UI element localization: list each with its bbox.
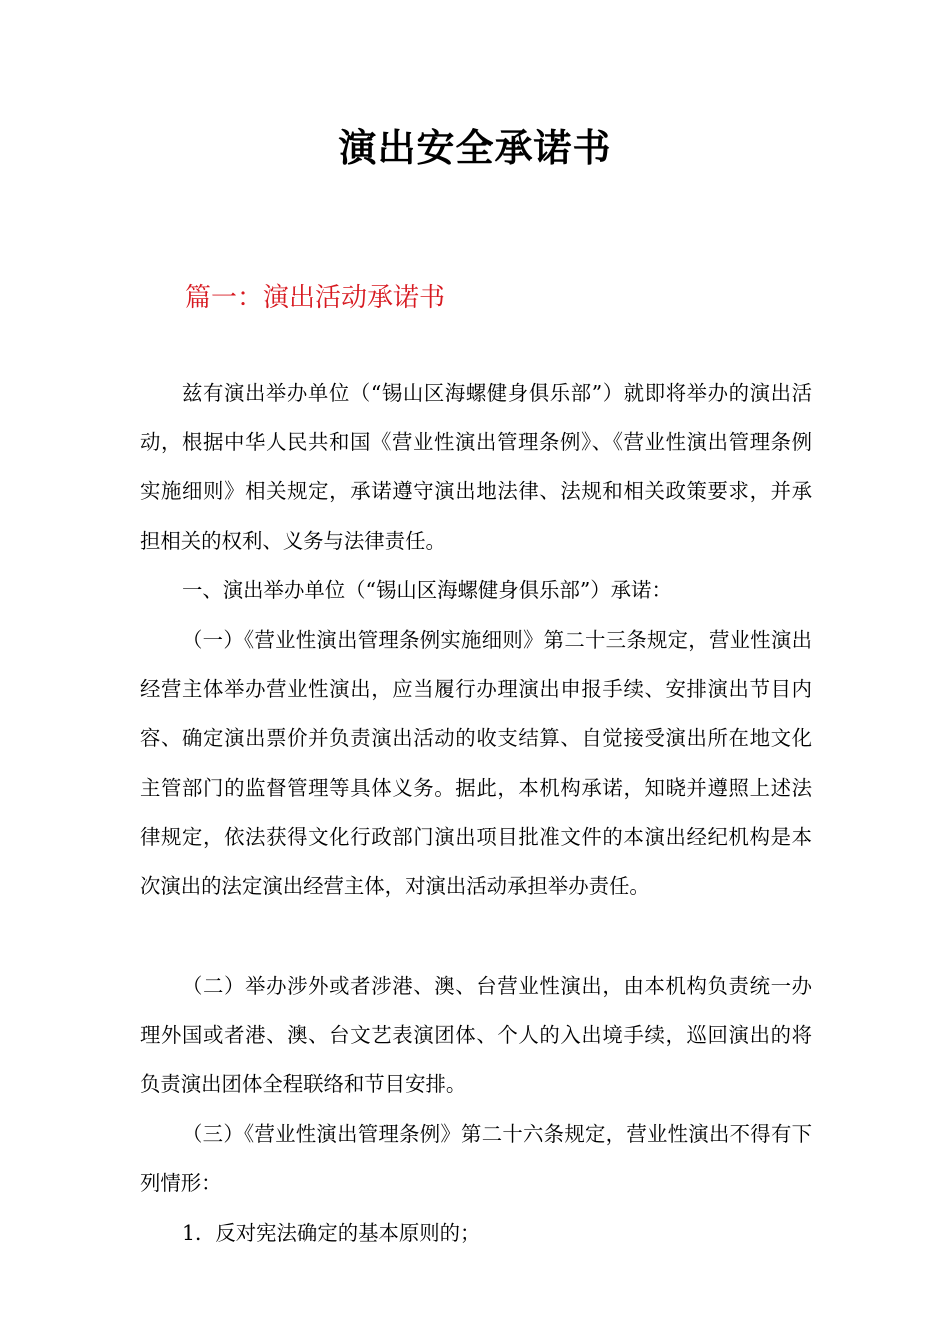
paragraph-commitment-heading: 一、演出举办单位（“锡山区海螺健身俱乐部”）承诺：: [182, 578, 672, 602]
paragraph-intro: 兹有演出举办单位（“锡山区海螺健身俱乐部”）就即将举办的演出活动，根据中华人民共和国《营业性演出管理条例》、《营业性演出管理条例实施细则》相关规定，承诺遵守演出地法律、法规和相关政策要求，并承担相关的权利、义务与法律责任。: [140, 381, 812, 553]
document-title: 演出安全承诺书: [338, 126, 612, 170]
paragraph-item-2: （二）举办涉外或者涉港、澳、台营业性演出，由本机构负责统一办理外国或者港、澳、台文艺表演团体、个人的入出境手续，巡回演出的将负责演出团体全程联络和节目安排。: [140, 974, 812, 1097]
paragraph-list-item-1: 1．反对宪法确定的基本原则的；: [182, 1221, 481, 1245]
paragraph-item-3: （三）《营业性演出管理条例》第二十六条规定，营业性演出不得有下列情形：: [140, 1122, 812, 1196]
paragraph-item-1: （一）《营业性演出管理条例实施细则》第二十三条规定，营业性演出经营主体举办营业性演出，应当履行办理演出申报手续、安排演出节目内容、确定演出票价并负责演出活动的收支结算、自觉接受演出所在地文化主管部门的监督管理等具体义务。据此，本机构承诺，知晓并遵照上述法律规定，依法获得文化行政部门演出项目批准文件的本演出经纪机构是本次演出的法定演出经营主体，对演出活动承担举办责任。: [140, 628, 812, 899]
section-subtitle: 篇一：演出活动承诺书: [185, 283, 446, 313]
